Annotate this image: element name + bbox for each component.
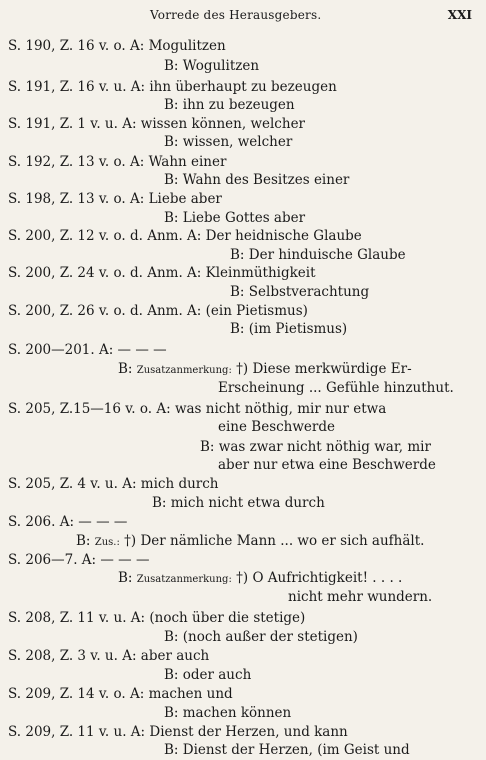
errata-line: S. 209, Z. 11 v. u. A: Dienst der Herzen, und kann — [8, 724, 348, 740]
errata-line: S. 200, Z. 26 v. o. d. Anm. A: (ein Pietismus) — [8, 303, 308, 319]
running-title: Vorrede des Herausgebers. — [150, 8, 322, 22]
errata-line: B: Liebe Gottes aber — [164, 210, 306, 226]
errata-note-text: †) Diese merkwürdige Er- — [231, 361, 412, 377]
errata-line: S. 209, Z. 14 v. o. A: machen und — [8, 686, 233, 702]
errata-line: B: mich nicht etwa durch — [152, 495, 325, 511]
errata-line: S. 206—7. A: — — — — [8, 552, 150, 568]
errata-line-prefix: B: — [118, 361, 137, 377]
errata-line: S. 205, Z. 4 v. u. A: mich durch — [8, 476, 219, 492]
errata-line: B: wissen, welcher — [164, 134, 293, 150]
errata-line: B: oder auch — [164, 667, 252, 683]
errata-line: S. 192, Z. 13 v. o. A: Wahn einer — [8, 154, 227, 170]
errata-line: B: machen können — [164, 705, 292, 721]
errata-line: S. 198, Z. 13 v. o. A: Liebe aber — [8, 191, 222, 207]
errata-line: aber nur etwa eine Beschwerde — [218, 457, 436, 473]
errata-line: B: ihn zu bezeugen — [164, 97, 295, 113]
errata-line: S. 191, Z. 1 v. u. A: wissen können, welcher — [8, 116, 306, 132]
errata-line — [118, 361, 412, 379]
errata-line: S. 200, Z. 12 v. o. d. Anm. A: Der heidnische Glaube — [8, 228, 362, 244]
errata-line — [76, 533, 424, 551]
errata-line: S. 205, Z.15—16 v. o. A: was nicht nöthig, mir nur etwa — [8, 401, 387, 417]
errata-line: Erscheinung ... Gefühle hinzuthut. — [218, 380, 454, 396]
errata-line-prefix: B: — [76, 533, 95, 549]
errata-line — [118, 570, 402, 588]
errata-note-label: Zus.: — [94, 537, 120, 548]
errata-note-text: †) O Aufrichtigkeit! . . . . — [231, 570, 403, 586]
errata-line: B: Dienst der Herzen, (im Geist und — [164, 742, 410, 758]
page-header — [0, 6, 486, 28]
errata-line-prefix: B: — [118, 570, 137, 586]
errata-line: B: Selbstverachtung — [230, 284, 370, 300]
errata-line: nicht mehr wundern. — [288, 589, 433, 605]
page-number: XXI — [447, 8, 472, 22]
errata-line: S. 191, Z. 16 v. u. A: ihn überhaupt zu bezeugen — [8, 79, 337, 95]
errata-line: B: (im Pietismus) — [230, 321, 348, 337]
errata-line: B: (noch außer der stetigen) — [164, 629, 358, 645]
errata-line: S. 208, Z. 11 v. u. A: (noch über die stetige) — [8, 610, 306, 626]
errata-line: S. 190, Z. 16 v. o. A: Mogulitzen — [8, 38, 226, 54]
errata-line: B: Wogulitzen — [164, 58, 260, 74]
errata-line: S. 200—201. A: — — — — [8, 342, 167, 358]
errata-line: S. 206. A: — — — — [8, 514, 128, 530]
errata-line: B: Wahn des Besitzes einer — [164, 172, 350, 188]
errata-note-label: Zusatzanmerkung: — [136, 365, 232, 376]
errata-line: B: Der hinduische Glaube — [230, 247, 406, 263]
errata-line: eine Beschwerde — [218, 419, 336, 435]
errata-line: B: was zwar nicht nöthig war, mir — [200, 439, 431, 455]
errata-line: S. 200, Z. 24 v. o. d. Anm. A: Kleinmüthigkeit — [8, 265, 316, 281]
errata-note-text: †) Der nämliche Mann ... wo er sich aufhält. — [119, 533, 425, 549]
errata-note-label: Zusatzanmerkung: — [136, 574, 232, 585]
errata-line: S. 208, Z. 3 v. u. A: aber auch — [8, 648, 210, 664]
